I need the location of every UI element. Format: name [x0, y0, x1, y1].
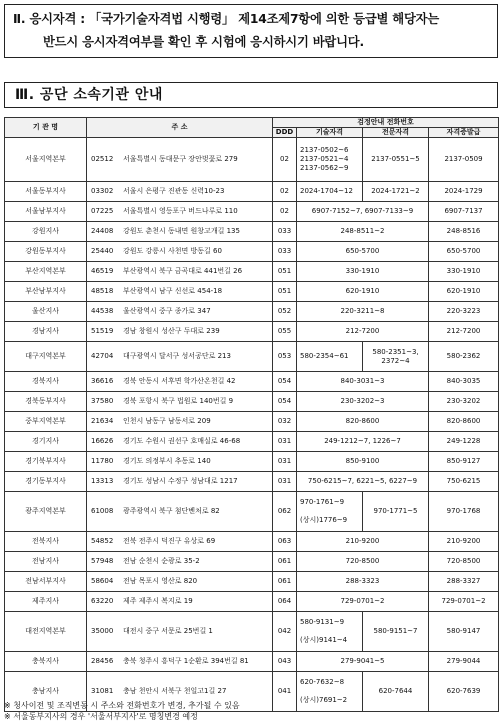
postal-code: 31081: [91, 687, 114, 695]
office-address: [87, 532, 273, 552]
technical-professional-phone: 820-8600: [297, 412, 429, 432]
office-address: [87, 652, 273, 672]
technical-professional-phone: 249-1212~7, 1226~7: [297, 432, 429, 452]
section-title: Ⅲ. 공단 소속기관 안내: [15, 87, 163, 103]
office-address: [87, 282, 273, 302]
postal-code: 42704: [91, 352, 114, 360]
area-code: 033: [273, 242, 297, 262]
postal-code: 58604: [91, 577, 114, 585]
technical-professional-phone: 850-9100: [297, 452, 429, 472]
office-address: [87, 412, 273, 432]
office-address: [87, 342, 273, 372]
office-address: [87, 182, 273, 202]
area-code: 031: [273, 452, 297, 472]
area-code: 054: [273, 372, 297, 392]
area-code: 02: [273, 202, 297, 222]
postal-code: 35000: [91, 627, 114, 635]
postal-code: 36616: [91, 377, 114, 385]
certificate-issue-phone: 729-0701~2: [429, 592, 499, 612]
street-address: 전북 전주시 덕진구 유상로 69: [123, 537, 216, 545]
area-code: 051: [273, 282, 297, 302]
certificate-issue-phone: 210-9200: [429, 532, 499, 552]
office-address: [87, 242, 273, 262]
certificate-issue-phone: 279-9044: [429, 652, 499, 672]
office-name: 제주지사: [5, 592, 87, 612]
certificate-issue-phone: 6907-7137: [429, 202, 499, 222]
office-name: 부산남부지사: [5, 282, 87, 302]
office-name: 경기지사: [5, 432, 87, 452]
office-name: 충북지사: [5, 652, 87, 672]
postal-code: 21634: [91, 417, 114, 425]
street-address: 울산광역시 중구 종가로 347: [123, 307, 211, 315]
table-row: [5, 392, 499, 412]
table-row: [5, 452, 499, 472]
area-code: 051: [273, 262, 297, 282]
street-address: 부산광역시 남구 신선로 454-18: [123, 287, 223, 295]
office-name: 강원지사: [5, 222, 87, 242]
header-technical: 기술자격: [297, 128, 363, 138]
certificate-issue-phone: 248-8516: [429, 222, 499, 242]
professional-phone: 2137-0551~5: [363, 138, 429, 182]
area-code: 053: [273, 342, 297, 372]
area-code: 062: [273, 492, 297, 532]
professional-phone: 580-2351~3, 2372~4: [363, 342, 429, 372]
technical-professional-phone: 840-3031~3: [297, 372, 429, 392]
office-address: [87, 202, 273, 222]
certificate-issue-phone: 2024-1729: [429, 182, 499, 202]
office-address: [87, 222, 273, 242]
table-row: [5, 372, 499, 392]
street-address: 경기도 의정부시 추동로 140: [123, 457, 211, 465]
area-code: 055: [273, 322, 297, 342]
technical-professional-phone: 650-5700: [297, 242, 429, 262]
table-row: [5, 412, 499, 432]
table-row: [5, 592, 499, 612]
area-code: 041: [273, 672, 297, 712]
header-ddd: DDD: [273, 128, 297, 138]
professional-phone: 620-7644: [363, 672, 429, 712]
street-address: 충북 청주시 흥덕구 1순환로 394번길 81: [123, 657, 249, 665]
street-address: 서울특별시 동대문구 장안벚꽃로 279: [123, 155, 238, 163]
postal-code: 46519: [91, 267, 114, 275]
office-address: [87, 392, 273, 412]
office-address: [87, 452, 273, 472]
office-name: 전북지사: [5, 532, 87, 552]
table-row: [5, 532, 499, 552]
certificate-issue-phone: 580-9147: [429, 612, 499, 652]
technical-professional-phone: 230-3202~3: [297, 392, 429, 412]
street-address: 경북 포항시 북구 법원로 140번길 9: [123, 397, 234, 405]
street-address: 경남 창원시 성산구 두대로 239: [123, 327, 220, 335]
area-code: 064: [273, 592, 297, 612]
office-address: [87, 322, 273, 342]
postal-code: 28456: [91, 657, 114, 665]
postal-code: 11780: [91, 457, 114, 465]
office-name: 서울동부지사: [5, 182, 87, 202]
header-development: 자격증발급: [429, 128, 499, 138]
office-rows: [5, 138, 499, 712]
street-address: 부산광역시 북구 금곡대로 441번길 26: [123, 267, 243, 275]
eligibility-notice-line-1: Ⅱ. 응시자격 : 「국가기술자격법 시행령」 제14조제7항에 의한 등급별 해당자는: [13, 12, 440, 26]
certificate-issue-phone: 230-3202: [429, 392, 499, 412]
technical-phone: 580-9131~9 (상시)9141~4: [297, 612, 363, 652]
postal-code: 13313: [91, 477, 114, 485]
area-code: 02: [273, 138, 297, 182]
area-code: 043: [273, 652, 297, 672]
postal-code: 57948: [91, 557, 114, 565]
certificate-issue-phone: 249-1228: [429, 432, 499, 452]
table-row: [5, 138, 499, 182]
street-address: 경기도 성남시 수정구 성남대로 1217: [123, 477, 238, 485]
area-code: 031: [273, 432, 297, 452]
table-row: [5, 202, 499, 222]
technical-professional-phone: 729-0701~2: [297, 592, 429, 612]
table-row: [5, 472, 499, 492]
table-row: [5, 432, 499, 452]
office-address: [87, 138, 273, 182]
certificate-issue-phone: 840-3035: [429, 372, 499, 392]
office-directory-table: [4, 117, 499, 712]
street-address: 대구광역시 달서구 성서공단로 213: [123, 352, 231, 360]
certificate-issue-phone: 2137-0509: [429, 138, 499, 182]
eligibility-notice-line-2: 반드시 응시자격여부를 확인 후 시험에 응시하시기 바랍니다.: [43, 35, 364, 49]
postal-code: 37580: [91, 397, 114, 405]
eligibility-notice-box: [4, 4, 498, 58]
table-row: [5, 652, 499, 672]
certificate-issue-phone: 750-6215: [429, 472, 499, 492]
office-name: 서울남부지사: [5, 202, 87, 222]
technical-phone: 620-7632~8 (상시)7691~2: [297, 672, 363, 712]
office-name: 광주지역본부: [5, 492, 87, 532]
technical-professional-phone: 620-1910: [297, 282, 429, 302]
header-professional: 전문자격: [363, 128, 429, 138]
street-address: 전남 순천시 순광로 35-2: [123, 557, 200, 565]
office-name: 전남지사: [5, 552, 87, 572]
street-address: 강원도 강릉시 사천면 방동길 60: [123, 247, 222, 255]
area-code: 061: [273, 572, 297, 592]
table-row: [5, 302, 499, 322]
office-name: 중부지역본부: [5, 412, 87, 432]
office-name: 대구지역본부: [5, 342, 87, 372]
header-address: 주 소: [87, 118, 273, 138]
office-address: [87, 372, 273, 392]
office-name: 충남지사: [5, 672, 87, 712]
office-address: [87, 552, 273, 572]
office-name: 경남지사: [5, 322, 87, 342]
postal-code: 24408: [91, 227, 114, 235]
area-code: 042: [273, 612, 297, 652]
office-name: 서울지역본부: [5, 138, 87, 182]
office-address: [87, 472, 273, 492]
office-address: [87, 432, 273, 452]
area-code: 054: [273, 392, 297, 412]
area-code: 032: [273, 412, 297, 432]
technical-professional-phone: 220-3211~8: [297, 302, 429, 322]
technical-professional-phone: 279-9041~5: [297, 652, 429, 672]
postal-code: 16626: [91, 437, 114, 445]
table-row: [5, 342, 499, 372]
table-row: [5, 552, 499, 572]
header-office-name: 기 관 명: [5, 118, 87, 138]
professional-phone: 580-9151~7: [363, 612, 429, 652]
postal-code: 02512: [91, 155, 114, 163]
postal-code: 25440: [91, 247, 114, 255]
postal-code: 54852: [91, 537, 114, 545]
area-code: 033: [273, 222, 297, 242]
postal-code: 44538: [91, 307, 114, 315]
technical-phone: 580-2354~61: [297, 342, 363, 372]
postal-code: 03302: [91, 187, 114, 195]
technical-phone: 2024-1704~12: [297, 182, 363, 202]
certificate-issue-phone: 620-7639: [429, 672, 499, 712]
street-address: 강원도 춘천시 동내면 원창고개길 135: [123, 227, 240, 235]
street-address: 전남 목포시 영산로 820: [123, 577, 198, 585]
street-address: 서울시 은평구 진관동 신력10-23: [123, 187, 225, 195]
table-row: [5, 262, 499, 282]
office-name: 경북지사: [5, 372, 87, 392]
office-address: [87, 572, 273, 592]
table-row: [5, 242, 499, 262]
street-address: 인천시 남동구 남동서로 209: [123, 417, 211, 425]
table-row: [5, 492, 499, 532]
header-phone-group: 검정안내 전화번호: [273, 118, 499, 128]
table-row: [5, 612, 499, 652]
certificate-issue-phone: 650-5700: [429, 242, 499, 262]
area-code: 061: [273, 552, 297, 572]
certificate-issue-phone: 288-3327: [429, 572, 499, 592]
area-code: 031: [273, 472, 297, 492]
technical-professional-phone: 330-1910: [297, 262, 429, 282]
area-code: 052: [273, 302, 297, 322]
certificate-issue-phone: 212-7200: [429, 322, 499, 342]
professional-phone: 970-1771~5: [363, 492, 429, 532]
street-address: 서울특별시 영등포구 버드나루로 110: [123, 207, 238, 215]
office-name: 울산지사: [5, 302, 87, 322]
technical-professional-phone: 6907-7152~7, 6907-7133~9: [297, 202, 429, 222]
technical-professional-phone: 288-3323: [297, 572, 429, 592]
certificate-issue-phone: 580-2362: [429, 342, 499, 372]
footnotes: [4, 700, 498, 722]
postal-code: 63220: [91, 597, 114, 605]
office-address: [87, 592, 273, 612]
table-row: [5, 222, 499, 242]
table-row: [5, 282, 499, 302]
technical-phone: 2137-0502~6 2137-0521~4 2137-0562~9: [297, 138, 363, 182]
street-address: 광주광역시 북구 첨단벤처로 82: [123, 507, 220, 515]
street-address: 경북 안동시 서후면 학가산온천길 42: [123, 377, 236, 385]
professional-phone: 2024-1721~2: [363, 182, 429, 202]
footnote-2: ※ 서울동부지사의 경우 '서울서부지사'로 명칭변경 예정: [4, 712, 198, 721]
office-name: 강원동부지사: [5, 242, 87, 262]
office-address: [87, 612, 273, 652]
office-name: 경기동부지사: [5, 472, 87, 492]
office-name: 부산지역본부: [5, 262, 87, 282]
certificate-issue-phone: 820-8600: [429, 412, 499, 432]
office-name: 전남서부지사: [5, 572, 87, 592]
table-row: [5, 572, 499, 592]
table-row: [5, 182, 499, 202]
footnote-1: ※ 청사이전 및 조직변동 시 주소와 전화번호가 변경, 추가될 수 있음: [4, 701, 240, 710]
technical-professional-phone: 720-8500: [297, 552, 429, 572]
postal-code: 61008: [91, 507, 114, 515]
table-row: [5, 322, 499, 342]
certificate-issue-phone: 850-9127: [429, 452, 499, 472]
area-code: 02: [273, 182, 297, 202]
postal-code: 07225: [91, 207, 114, 215]
technical-professional-phone: 210-9200: [297, 532, 429, 552]
office-name: 대전지역본부: [5, 612, 87, 652]
street-address: 대전시 중구 서문로 25번길 1: [123, 627, 213, 635]
certificate-issue-phone: 620-1910: [429, 282, 499, 302]
certificate-issue-phone: 220-3223: [429, 302, 499, 322]
certificate-issue-phone: 720-8500: [429, 552, 499, 572]
certificate-issue-phone: 970-1768: [429, 492, 499, 532]
section-heading-box: [4, 82, 498, 108]
area-code: 063: [273, 532, 297, 552]
street-address: 제주 제주시 복지로 19: [123, 597, 193, 605]
office-name: 경북동부지사: [5, 392, 87, 412]
postal-code: 51519: [91, 327, 114, 335]
postal-code: 48518: [91, 287, 114, 295]
office-address: [87, 492, 273, 532]
technical-professional-phone: 248-8511~2: [297, 222, 429, 242]
technical-phone: 970-1761~9 (상시)1776~9: [297, 492, 363, 532]
street-address: 충남 천안시 서북구 천일고1길 27: [123, 687, 227, 695]
technical-professional-phone: 212-7200: [297, 322, 429, 342]
street-address: 경기도 수원시 권선구 호매실로 46-68: [123, 437, 241, 445]
office-address: [87, 262, 273, 282]
office-name: 경기북부지사: [5, 452, 87, 472]
certificate-issue-phone: 330-1910: [429, 262, 499, 282]
technical-professional-phone: 750-6215~7, 6221~5, 6227~9: [297, 472, 429, 492]
office-address: [87, 302, 273, 322]
